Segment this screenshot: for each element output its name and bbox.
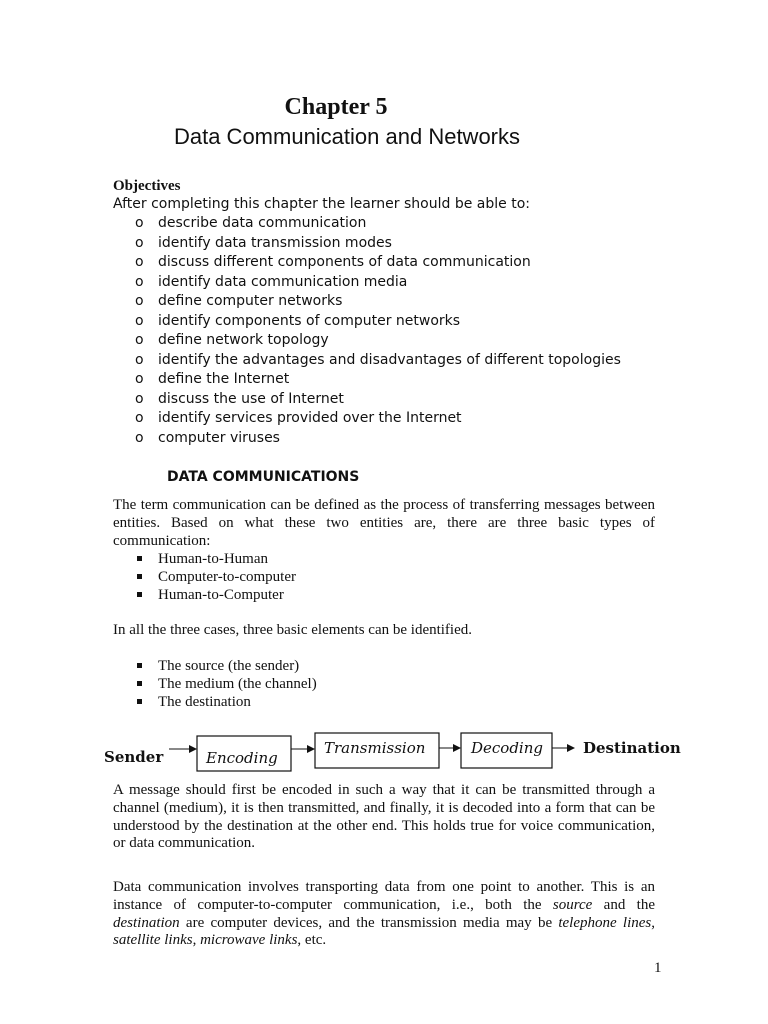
basic-elements-list [113,657,317,711]
objective-text: identify the advantages and disadvantages of different topologies [158,351,621,368]
text-run: , [192,932,201,949]
intro-paragraph: The term communication can be defined as the process of transferring messages between entities. Based on what these two entities are, there are three basic types of communication: [113,497,655,549]
list-item [113,675,317,693]
list-item [113,292,621,312]
list-item [113,586,296,604]
square-bullet-icon [137,699,142,704]
list-marker: o [135,312,144,329]
diagram-sender-label: Sender [104,748,164,766]
objective-text: computer viruses [158,429,280,446]
emphasis-destination: destination [113,914,180,931]
diagram-decoding-label: Decoding [471,739,543,757]
communication-types-list [113,550,296,604]
list-item [113,253,621,273]
objective-text: identify services provided over the Internet [158,410,462,426]
list-item [113,390,621,410]
objective-text: identify components of computer networks [158,312,461,329]
square-bullet-icon [137,592,142,597]
diagram-destination-label: Destination [583,739,681,757]
list-marker: o [135,429,144,446]
list-item-text: The medium (the channel) [158,676,317,692]
list-item [113,312,621,332]
list-marker: o [135,293,144,309]
square-bullet-icon [137,574,142,579]
objective-text: define the Internet [158,371,290,387]
list-item-text: The destination [158,694,251,710]
list-item [113,693,317,711]
text-run: Data communication involves transporting data from one point to another. This is an instance of computer-to-computer communication, i.e., both the [113,879,655,913]
diagram-transmission-label: Transmission [324,739,426,757]
list-marker: o [135,390,144,407]
list-marker: o [135,273,144,290]
list-item [113,657,317,675]
section-heading: DATA COMMUNICATIONS [167,469,360,485]
list-item [113,351,621,371]
text-run: are computer devices, and the transmission media may be [179,914,559,931]
emphasis-microwave-links: microwave links [200,932,298,949]
objective-text: identify data transmission modes [158,234,392,251]
list-item [113,550,296,568]
objectives-list [113,214,621,448]
square-bullet-icon [137,681,142,686]
objectives-intro: After completing this chapter the learner should be able to: [113,196,530,212]
chapter-title: Data Communication and Networks [173,124,521,149]
list-marker: o [135,371,144,387]
message-paragraph: A message should first be encoded in such a way that it can be transmitted through a channel (medium), it is then transmitted, and finally, it is decoded into a form that can be understood by the destination at the other end. This holds true for voice communication, or data communication. [113,782,655,852]
text-run: and the [592,896,655,913]
list-item [113,214,621,234]
text-run: , [651,914,656,931]
page-number: 1 [654,960,662,976]
objective-text: discuss the use of Internet [158,390,344,407]
emphasis-source: source [552,896,593,913]
communication-flow-diagram [100,728,690,778]
list-item-text: Human-to-Human [158,551,268,567]
elements-intro-paragraph: In all the three cases, three basic elements can be identified. [113,622,473,638]
list-item [113,568,296,586]
list-item [113,409,621,429]
list-marker: o [135,332,144,348]
list-item [113,429,621,449]
list-marker: o [135,234,144,251]
diagram-encoding-label: Encoding [206,749,278,767]
data-communication-paragraph [113,879,655,950]
list-item-text: The source (the sender) [158,658,300,674]
chapter-number: Chapter 5 [284,94,388,120]
list-marker: o [135,254,144,270]
objective-text: define network topology [158,332,329,348]
list-item [113,273,621,293]
list-item [113,331,621,351]
list-item [113,370,621,390]
objective-text: identify data communication media [158,273,408,290]
list-item-text: Computer-to-computer [158,569,296,585]
objective-text: discuss different components of data communication [158,254,531,270]
text-run: , etc. [297,932,327,949]
list-item-text: Human-to-Computer [158,587,284,603]
list-marker: o [135,351,144,368]
list-marker: o [135,410,144,426]
list-item [113,234,621,254]
emphasis-telephone-lines: telephone lines [558,914,652,931]
square-bullet-icon [137,556,142,561]
objective-text: define computer networks [158,293,343,309]
square-bullet-icon [137,663,142,668]
objectives-heading: Objectives [113,178,181,194]
emphasis-satellite-links: satellite links [113,932,193,949]
objective-text: describe data communication [158,215,367,231]
list-marker: o [135,215,144,231]
